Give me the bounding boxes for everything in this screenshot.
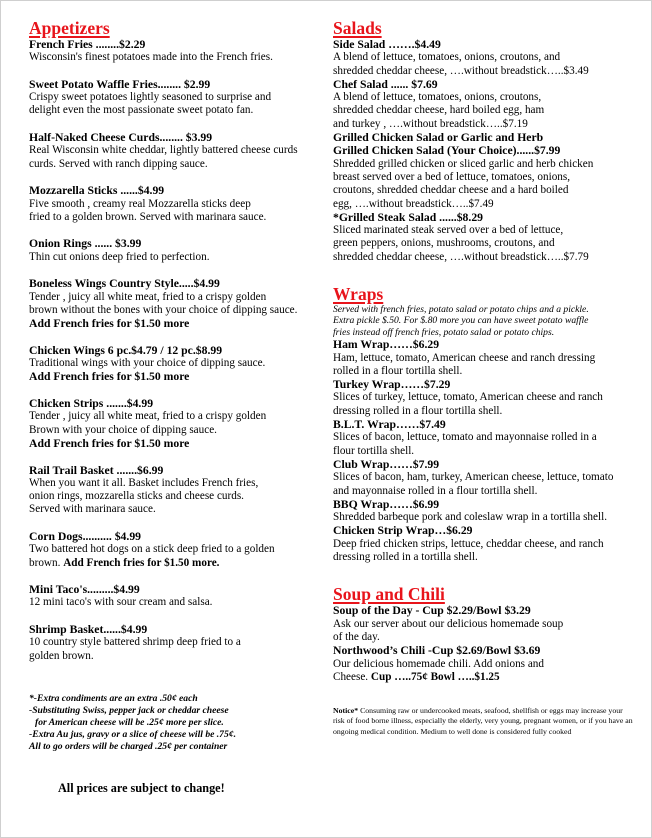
notice-text: Consuming raw or undercooked meats, seafood, shellfish or eggs may increase your risk of food borne illness, especially the elderly, very young, pregnant women, or if you have an ongoing medical condition. Medium to well done is considered fully cooked	[333, 706, 633, 736]
item-description: green peppers, onions, mushrooms, croutons, and	[333, 237, 555, 250]
item-description: and turkey , ….without breadstick…..$7.19	[333, 117, 528, 130]
item-description: Slices of bacon, ham, turkey, American cheese, lettuce, tomato	[333, 471, 614, 484]
item-description: shredded cheddar cheese, ….without breadstick…..$7.79	[333, 250, 589, 263]
menu-item	[29, 464, 321, 530]
item-description: delight even the most passionate sweet potato fan.	[29, 104, 254, 117]
item-name-price: Chef Salad ...... $7.69	[333, 77, 438, 91]
item-name-price: French Fries ........$2.29	[29, 38, 146, 51]
item-description: Five smooth , creamy real Mozzarella sticks deep	[29, 197, 251, 210]
item-description: fried to a golden brown. Served with marinara sauce.	[29, 210, 267, 223]
item-name-price: Side Salad …….$4.49	[333, 38, 441, 51]
menu-item	[29, 530, 321, 583]
item-description: breast served over a bed of lettuce, tomatoes, onions,	[333, 170, 571, 183]
item-description: Shredded barbeque pork and coleslaw wrap in a tortilla shell.	[333, 511, 608, 524]
item-name-price: B.L.T. Wrap……$7.49	[333, 418, 446, 432]
item-description: Slices of turkey, lettuce, tomato, American cheese and ranch	[333, 391, 603, 404]
item-name-price: Turkey Wrap……$7.29	[333, 378, 451, 392]
item-description: flour tortilla shell.	[333, 444, 415, 457]
item-name-price: Chicken Wings 6 pc.$4.79 / 12 pc.$8.99	[29, 343, 223, 357]
extras-note-line: *-Extra condiments are an extra .50¢ each	[29, 692, 198, 704]
item-description	[29, 557, 321, 570]
add-fries-note: Add French fries for $1.50 more	[29, 370, 190, 384]
item-description: A blend of lettuce, tomatoes, onions, croutons,	[333, 91, 542, 104]
health-notice	[333, 706, 633, 737]
item-description: Deep fried chicken strips, lettuce, cheddar cheese, and ranch	[333, 537, 604, 550]
spacer	[29, 264, 321, 277]
add-fries-note: Add French fries for $1.50 more	[29, 436, 190, 450]
item-name-price: Corn Dogs.......... $4.99	[29, 529, 142, 543]
menu-item	[29, 237, 321, 277]
prices-change-notice: All prices are subject to change!	[58, 780, 225, 795]
item-name-price: Ham Wrap……$6.29	[333, 338, 440, 352]
appetizers-title: Appetizers	[29, 18, 110, 38]
right-column	[333, 18, 633, 737]
item-description: Wisconsin's finest potatoes made into the French fries.	[29, 51, 273, 64]
item-description: Two battered hot dogs on a stick deep fried to a golden	[29, 543, 275, 556]
add-fries-note: Add French fries for $1.50 more	[29, 317, 190, 331]
menu-item	[29, 583, 321, 623]
item-description: rolled in a flour tortilla shell.	[333, 364, 463, 377]
item-description: egg, ….without breadstick…..$7.49	[333, 197, 494, 210]
chili-cheese-price: Cup …..75¢ Bowl …..$1.25	[370, 670, 500, 683]
item-description: Traditional wings with your choice of dipping sauce.	[29, 357, 266, 370]
menu-item	[29, 78, 321, 131]
item-name-price: Rail Trail Basket .......$6.99	[29, 463, 164, 477]
soup-last-line	[333, 671, 633, 684]
item-description: dressing rolled in a flour tortilla shell.	[333, 404, 503, 417]
item-description: Ham, lettuce, tomato, American cheese and ranch dressing	[333, 351, 596, 364]
spacer	[29, 610, 321, 623]
soup-title: Soup and Chili	[333, 584, 445, 605]
spacer	[29, 570, 321, 583]
extras-note-line: for American cheese will be .25¢ more per slice.	[35, 716, 224, 728]
item-name-price: Grilled Chicken Salad or Garlic and Herb	[333, 131, 544, 145]
menu-item	[29, 344, 321, 397]
spacer	[29, 450, 321, 463]
item-name-price: Chicken Strip Wrap…$6.29	[333, 524, 473, 538]
item-description: Served with marinara sauce.	[29, 503, 156, 516]
menu-item	[29, 184, 321, 237]
item-description: 12 mini taco's with sour cream and salsa.	[29, 596, 213, 609]
item-description: and mayonnaise rolled in a flour tortilla shell.	[333, 484, 538, 497]
item-name-price: Shrimp Basket......$4.99	[29, 623, 148, 637]
wraps-intro	[333, 304, 633, 338]
item-name-price: Chicken Strips .......$4.99	[29, 397, 154, 411]
item-description: Crispy sweet potatoes lightly seasoned to surprise and	[29, 91, 272, 104]
item-name-price: Mini Taco's.........$4.99	[29, 583, 140, 597]
spacer	[29, 384, 321, 397]
item-name-price: *Grilled Steak Salad ......$8.29	[333, 210, 484, 224]
item-name-price: Sweet Potato Waffle Fries........ $2.99	[29, 77, 211, 91]
salads-title: Salads	[333, 18, 382, 38]
item-description: 10 country style battered shrimp deep fried to a	[29, 636, 241, 649]
item-name-price: Club Wrap……$7.99	[333, 457, 440, 471]
left-column	[29, 18, 321, 796]
item-name-price: Soup of the Day - Cup $2.29/Bowl $3.29	[333, 604, 531, 618]
extras-note-line: -Substituting Swiss, pepper jack or cheddar cheese	[29, 704, 229, 716]
item-description: Tender , juicy all white meat, fried to a crispy golden	[29, 410, 267, 423]
item-description-tail: brown.	[29, 556, 61, 569]
extras-note-line: All to go orders will be charged .25¢ per container	[29, 740, 228, 752]
menu-item	[29, 623, 321, 663]
menu-item	[29, 131, 321, 184]
wraps-section	[333, 338, 633, 564]
item-description: Thin cut onions deep fried to perfection.	[29, 250, 210, 263]
item-name-price: Grilled Chicken Salad (Your Choice)......$7.99	[333, 144, 561, 158]
item-name-price: BBQ Wrap……$6.99	[333, 497, 440, 511]
spacer	[29, 65, 321, 78]
item-description: golden brown.	[29, 649, 94, 662]
item-description: Sliced marinated steak served over a bed of lettuce,	[333, 224, 564, 237]
item-name-price: Half-Naked Cheese Curds........ $3.99	[29, 131, 213, 145]
item-description: A blend of lettuce, tomatoes, onions, croutons, and	[333, 51, 561, 64]
item-description: Real Wisconsin white cheddar, lightly battered cheese curds	[29, 144, 298, 157]
wraps-intro-line: fries instead off french fries, potato salad or potato chips.	[333, 326, 555, 338]
salads-section	[333, 38, 633, 264]
extras-notes	[29, 693, 321, 753]
wraps-title: Wraps	[333, 284, 384, 305]
item-description: Shredded grilled chicken or sliced garlic and herb chicken	[333, 157, 594, 170]
add-fries-note: Add French fries for $1.50 more.	[63, 556, 220, 569]
menu-item	[29, 277, 321, 343]
appetizer-list	[29, 38, 321, 663]
menu-item	[29, 38, 321, 78]
item-description: shredded cheddar cheese, hard boiled egg, ham	[333, 104, 545, 117]
item-description: shredded cheddar cheese, ….without breadstick…..$3.49	[333, 64, 589, 77]
item-name-price: Onion Rings ...... $3.99	[29, 237, 142, 251]
item-description: onion rings, mozzarella sticks and cheese curds.	[29, 490, 244, 503]
item-description: brown without the bones with your choice of dipping sauce.	[29, 303, 298, 316]
soup-section	[333, 604, 633, 670]
spacer	[29, 118, 321, 131]
item-description: Our delicious homemade chili. Add onions and	[333, 657, 544, 670]
notice-label: Notice*	[333, 706, 359, 716]
wraps-intro-line: Served with french fries, potato salad or potato chips and a pickle.	[333, 304, 589, 316]
item-description: curds. Served with ranch dipping sauce.	[29, 157, 208, 170]
item-name-price: Boneless Wings Country Style.....$4.99	[29, 277, 220, 291]
item-description: of the day.	[333, 630, 380, 643]
item-description: dressing rolled in a tortilla shell.	[333, 551, 478, 564]
chili-cheese-text: Cheese.	[333, 670, 371, 683]
spacer	[29, 331, 321, 344]
item-description: Ask our server about our delicious homemade soup	[333, 617, 564, 630]
item-name-price: Mozzarella Sticks ......$4.99	[29, 184, 165, 198]
extras-note-line: -Extra Au jus, gravy or a slice of cheese will be .75¢.	[29, 728, 236, 740]
spacer	[29, 224, 321, 237]
spacer	[29, 517, 321, 530]
spacer	[29, 171, 321, 184]
menu-item	[29, 397, 321, 463]
item-description: Brown with your choice of dipping sauce.	[29, 423, 217, 436]
item-name-price: Northwood’s Chili -Cup $2.69/Bowl $3.69	[333, 644, 541, 658]
item-description: croutons, shredded cheddar cheese and a hard boiled	[333, 184, 569, 197]
item-description: Slices of bacon, lettuce, tomato and mayonnaise rolled in a	[333, 431, 597, 444]
wraps-intro-line: Extra pickle $.50. For $.80 more you can have sweet potato waffle	[333, 315, 589, 327]
item-description: Tender , juicy all white meat, fried to a crispy golden	[29, 290, 267, 303]
item-description: When you want it all. Basket includes French fries,	[29, 476, 259, 489]
